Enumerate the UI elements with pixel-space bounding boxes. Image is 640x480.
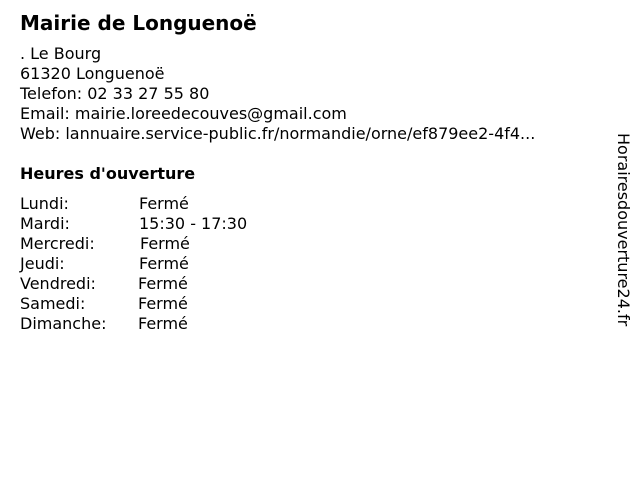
hours-value: Fermé bbox=[140, 234, 190, 253]
day-label: Jeudi: bbox=[20, 254, 65, 273]
day-label: Samedi: bbox=[20, 294, 86, 313]
phone-number: Telefon: 02 33 27 55 80 bbox=[20, 84, 210, 103]
hours-value: Fermé bbox=[138, 294, 188, 313]
day-label: Mardi: bbox=[20, 214, 70, 233]
postal-city: 61320 Longuenoë bbox=[20, 64, 165, 83]
email-address: Email: mairie.loreedecouves@gmail.com bbox=[20, 104, 347, 123]
hours-value: Fermé bbox=[138, 274, 188, 293]
brand-text: Horairesdouverture24.fr bbox=[614, 133, 633, 327]
day-label: Dimanche: bbox=[20, 314, 107, 333]
hours-value: 15:30 - 17:30 bbox=[139, 214, 248, 233]
street-address: . Le Bourg bbox=[20, 44, 102, 63]
hours-value: Fermé bbox=[138, 314, 188, 333]
brand-watermark bbox=[612, 133, 634, 373]
hours-value: Fermé bbox=[139, 194, 189, 213]
day-label: Vendredi: bbox=[20, 274, 96, 293]
hours-value: Fermé bbox=[139, 254, 189, 273]
website-url: Web: lannuaire.service-public.fr/normandie/orne/ef879ee2-4f4... bbox=[20, 124, 536, 143]
day-label: Mercredi: bbox=[20, 234, 95, 253]
address-block bbox=[20, 44, 535, 144]
day-label: Lundi: bbox=[20, 194, 69, 213]
page-title: Mairie de Longuenoë bbox=[20, 11, 257, 35]
hours-heading: Heures d'ouverture bbox=[20, 164, 196, 183]
